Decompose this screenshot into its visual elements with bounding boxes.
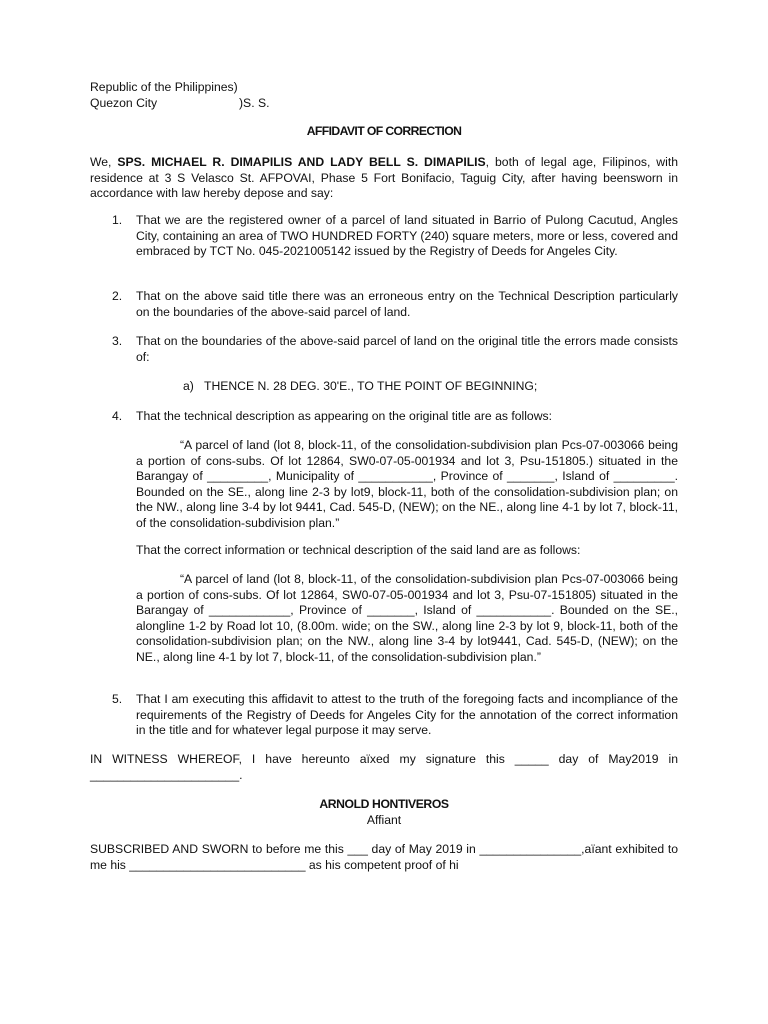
affiant-name: ARNOLD HONTIVEROS — [319, 797, 449, 811]
document-title: AFFIDAVIT OF CORRECTION — [306, 124, 462, 138]
header-ss: )S. S. — [239, 96, 270, 110]
original-technical-description: “A parcel of land (lot 8, block-11, of the consolidation-subdivision plan Pcs-07-003066 being a portion of cons-subs. Of lot 12864, SW0-07-05-001934 and lot 3, Psu-151805.) situated in the Barangay of _________, Municipality of ___________, Province of _______, Island of _________. Bounded on the SE., along line 2-3 by lot9, block-11, both of the consolidation-subdivision plan; on the NW., along line 3-4 by lot 9441, Cad. 545-D, (NEW); on the NE., along line 4-1 by lot 7, block-11, of the consolidation-subdivision plan.” — [136, 438, 678, 530]
affiant-names: SPS. MICHAEL R. DIMAPILIS AND LADY BELL S. DIMAPILIS — [117, 155, 486, 169]
item-5-text: That I am executing this affidavit to attest to the truth of the foregoing facts and incompliance of the requirements of the Registry of Deeds for Angeles City for the annotation of the correct information in the title and for whatever legal purpose it may serve. — [136, 692, 678, 737]
correct-technical-description: “A parcel of land (lot 8, block-11, of the consolidation-subdivision plan Pcs-07-003066 being a portion of cons-subs. Of lot 12864, SW0-07-05-001934 and lot 3, Psu-07-151805) situated in the Barangay of ____________, Province of _______, Island of ___________. Bounded on the SE., alongline 1-2 by Road lot 10, (8.00m. wide; on the SW., along line 2-3 by lot 9, block-11, both of the consolidation-subdivision plan; on the NW., along line 3-4 by lot9441, Cad. 545-D, (NEW); on the NE., along line 4-1 by lot 7, block-11, of the consolidation-subdivision plan.” — [136, 572, 678, 664]
witness-clause: IN WITNESS WHEREOF, I have hereunto aïxed my signature this _____ day of May2019 in ______________________. — [90, 752, 678, 782]
item-3-text: That on the boundaries of the above-said parcel of land on the original title the errors made consists of: — [136, 334, 678, 364]
item-4-number: 4. — [112, 409, 123, 423]
affiant-label: Affiant — [366, 813, 402, 827]
header-venue — [90, 96, 678, 112]
sub-a-label: a) — [183, 379, 194, 393]
intro-paragraph: We, SPS. MICHAEL R. DIMAPILIS AND LADY BELL S. DIMAPILIS, both of legal age, Filipinos, with residence at 3 S Velasco St. AFPOVAI, Phase 5 Fort Bonifacio, Taguig City, after having beensworn in accordance with law hereby depose and say: — [90, 155, 678, 200]
correct-description-intro: That the correct information or technical description of the said land are as follows: — [136, 543, 581, 557]
item-1-number: 1. — [112, 213, 123, 227]
jurat-paragraph: SUBSCRIBED AND SWORN to before me this ___ day of May 2019 in _______________,aïant exhibited to me his __________________________ as his competent proof of hi — [90, 842, 678, 872]
item-5-number: 5. — [112, 692, 123, 706]
item-2-number: 2. — [112, 289, 123, 303]
item-4-text: That the technical description as appearing on the original title are as follows: — [136, 409, 552, 423]
header-republic: Republic of the Philippines) — [90, 80, 238, 94]
sub-a-text: THENCE N. 28 DEG. 30'E., TO THE POINT OF BEGINNING; — [204, 379, 538, 393]
item-1-text: That we are the registered owner of a parcel of land situated in Barrio of Pulong Cacutud, Angles City, containing an area of TWO HUNDRED FORTY (240) square meters, more or less, covered and embraced by TCT No. 045-2021005142 issued by the Registry of Deeds for Angeles City. — [136, 213, 678, 258]
item-2-text: That on the above said title there was an erroneous entry on the Technical Description particularly on the boundaries of the above-said parcel of land. — [136, 289, 678, 319]
item-3-number: 3. — [112, 334, 123, 348]
header-city: Quezon City — [90, 96, 158, 110]
